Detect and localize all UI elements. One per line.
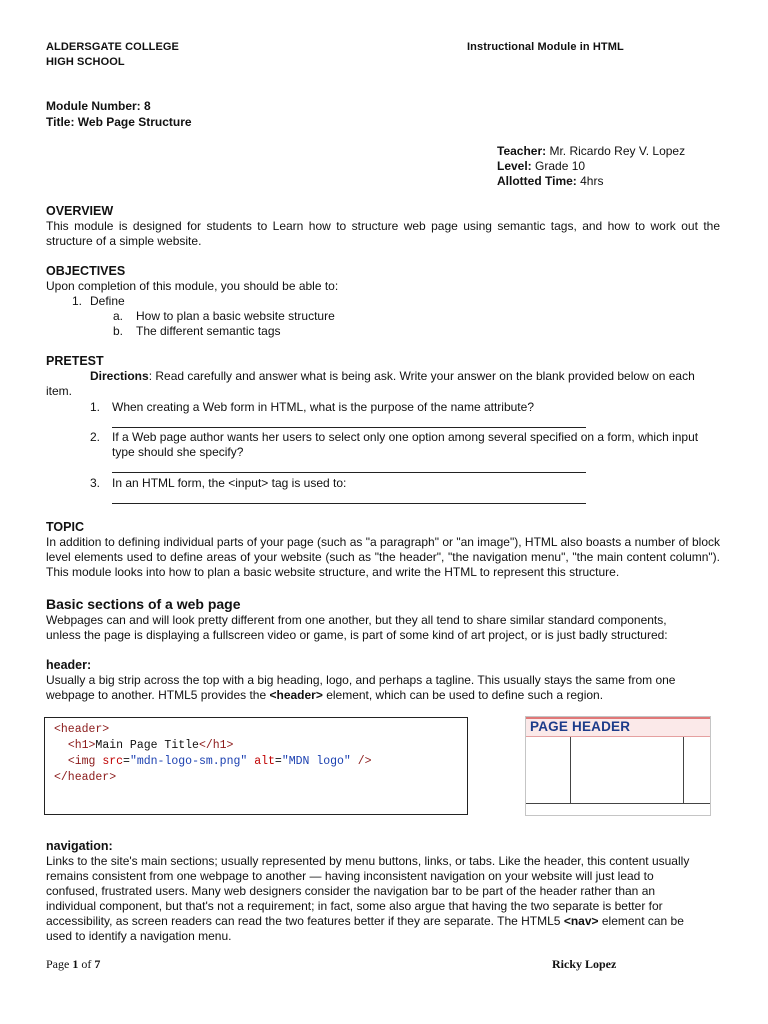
overview-heading: OVERVIEW — [46, 204, 114, 218]
objective-number: 1. — [72, 294, 83, 308]
navigation-line-5-end: element can be — [598, 914, 684, 928]
navigation-line-4: individual component, but that's not a requirement; in fact, some also argue that having the two separate is better for — [46, 899, 663, 913]
pretest-heading: PRETEST — [46, 354, 104, 368]
module-title: Title: Web Page Structure — [46, 115, 192, 129]
header-desc-text-end: element, which can be used to define such a region. — [322, 688, 604, 702]
overview-text: This module is designed for students to Learn how to structure web page using semantic tags, and how to work out the structure of a simple website. — [46, 219, 720, 248]
topic-heading: TOPIC — [46, 520, 84, 534]
teacher-line — [497, 144, 685, 159]
question-2: If a Web page author wants her users to select only one option among several specified on a form, which input — [112, 430, 699, 444]
page-header-diagram — [525, 716, 711, 816]
header-desc-line-1: Usually a big strip across the top with a big heading, logo, and perhaps a tagline. This usually stays the same from one — [46, 673, 676, 687]
objective-item: Define — [90, 294, 125, 308]
objectives-intro: Upon completion of this module, you should be able to: — [46, 279, 339, 293]
page-label: Page — [46, 957, 73, 971]
code-line-4: </header> — [54, 771, 117, 784]
school-division: HIGH SCHOOL — [46, 56, 125, 68]
diagram-header-label: PAGE HEADER — [530, 719, 631, 734]
navigation-line-1: Links to the site's main sections; usually represented by menu buttons, links, or tabs. Like the header, this content usually — [46, 854, 690, 868]
navigation-line-5 — [46, 914, 684, 929]
directions-continued: item. — [46, 384, 73, 398]
header-heading: header: — [46, 658, 92, 672]
navigation-line-3: confused, frustrated users. Many web designers consider the navigation bar to be part of the header rather than an — [46, 884, 656, 898]
author-name: Ricky Lopez — [552, 957, 617, 971]
answer-blank-1[interactable] — [112, 427, 586, 428]
pretest-directions — [90, 369, 722, 384]
question-3-number: 3. — [90, 476, 101, 490]
navigation-line-5-text: accessibility, as screen readers can read the two features better if they are separate. The HTML5 — [46, 914, 564, 928]
level-value: Grade 10 — [531, 159, 586, 173]
directions-text: : Read carefully and answer what is being ask. Write your answer on the blank provided below on each — [148, 369, 695, 383]
basic-sections-line-2: unless the page is displaying a fullscreen video or game, is part of some kind of art project, or is just badly structured: — [46, 628, 668, 642]
code-line-3: <img src="mdn-logo-sm.png" alt="MDN logo" /> — [67, 755, 372, 768]
header-tag-name: <header> — [269, 688, 323, 702]
school-name: ALDERSGATE COLLEGE — [46, 41, 179, 53]
question-2-continued: type should she specify? — [112, 445, 244, 459]
module-type: Instructional Module in HTML — [467, 41, 624, 53]
time-line — [497, 174, 603, 189]
code-line-1: <header> — [54, 723, 110, 736]
page-of: of — [78, 957, 95, 971]
time-label: Allotted Time: — [497, 174, 577, 188]
diagram-footer-divider — [526, 803, 710, 804]
navigation-line-6: used to identify a navigation menu. — [46, 929, 232, 943]
objective-sub-b: The different semantic tags — [136, 324, 281, 338]
basic-sections-line-1: Webpages can and will look pretty different from one another, but they all tend to share similar standard components, — [46, 613, 667, 627]
page-number: 1 — [72, 957, 79, 971]
page-indicator — [46, 957, 100, 972]
topic-text: In addition to defining individual parts of your page (such as "a paragraph" or "an image"), HTML also boasts a number of block level elements used to define areas of your website (such as "the header", "the navigation menu", "the main content column"). This module looks into how to plan a basic website structure, and write the HTML to represent this structure. — [46, 535, 720, 579]
level-label: Level: — [497, 159, 532, 173]
question-1-number: 1. — [90, 400, 101, 414]
nav-tag-name: <nav> — [563, 914, 599, 928]
question-2-number: 2. — [90, 430, 101, 444]
objective-sub-b-label: b. — [113, 324, 124, 338]
diagram-column-divider-left — [570, 737, 571, 803]
code-example — [44, 717, 468, 815]
directions-label: Directions — [90, 369, 149, 383]
answer-blank-3[interactable] — [112, 503, 586, 504]
header-desc-text: webpage to another. HTML5 provides the — [46, 688, 270, 702]
diagram-column-divider-right — [683, 737, 684, 803]
time-value: 4hrs — [576, 174, 604, 188]
answer-blank-2[interactable] — [112, 472, 586, 473]
page-total: 7 — [94, 957, 101, 971]
navigation-heading: navigation: — [46, 839, 113, 853]
objective-sub-a: How to plan a basic website structure — [136, 309, 335, 323]
header-desc-line-2 — [46, 688, 603, 703]
objective-sub-a-label: a. — [113, 309, 124, 323]
navigation-line-2: remains consistent from one webpage to another — having inconsistent navigation on your website will just lead to — [46, 869, 654, 883]
level-line — [497, 159, 585, 174]
teacher-value: Mr. Ricardo Rey V. Lopez — [546, 144, 686, 158]
question-1: When creating a Web form in HTML, what is the purpose of the name attribute? — [112, 400, 534, 414]
basic-sections-heading: Basic sections of a web page — [46, 596, 241, 612]
question-3: In an HTML form, the <input> tag is used to: — [112, 476, 347, 490]
teacher-label: Teacher: — [497, 144, 547, 158]
objectives-heading: OBJECTIVES — [46, 264, 126, 278]
module-number: Module Number: 8 — [46, 99, 151, 113]
code-line-2: <h1>Main Page Title</h1> — [67, 739, 234, 752]
